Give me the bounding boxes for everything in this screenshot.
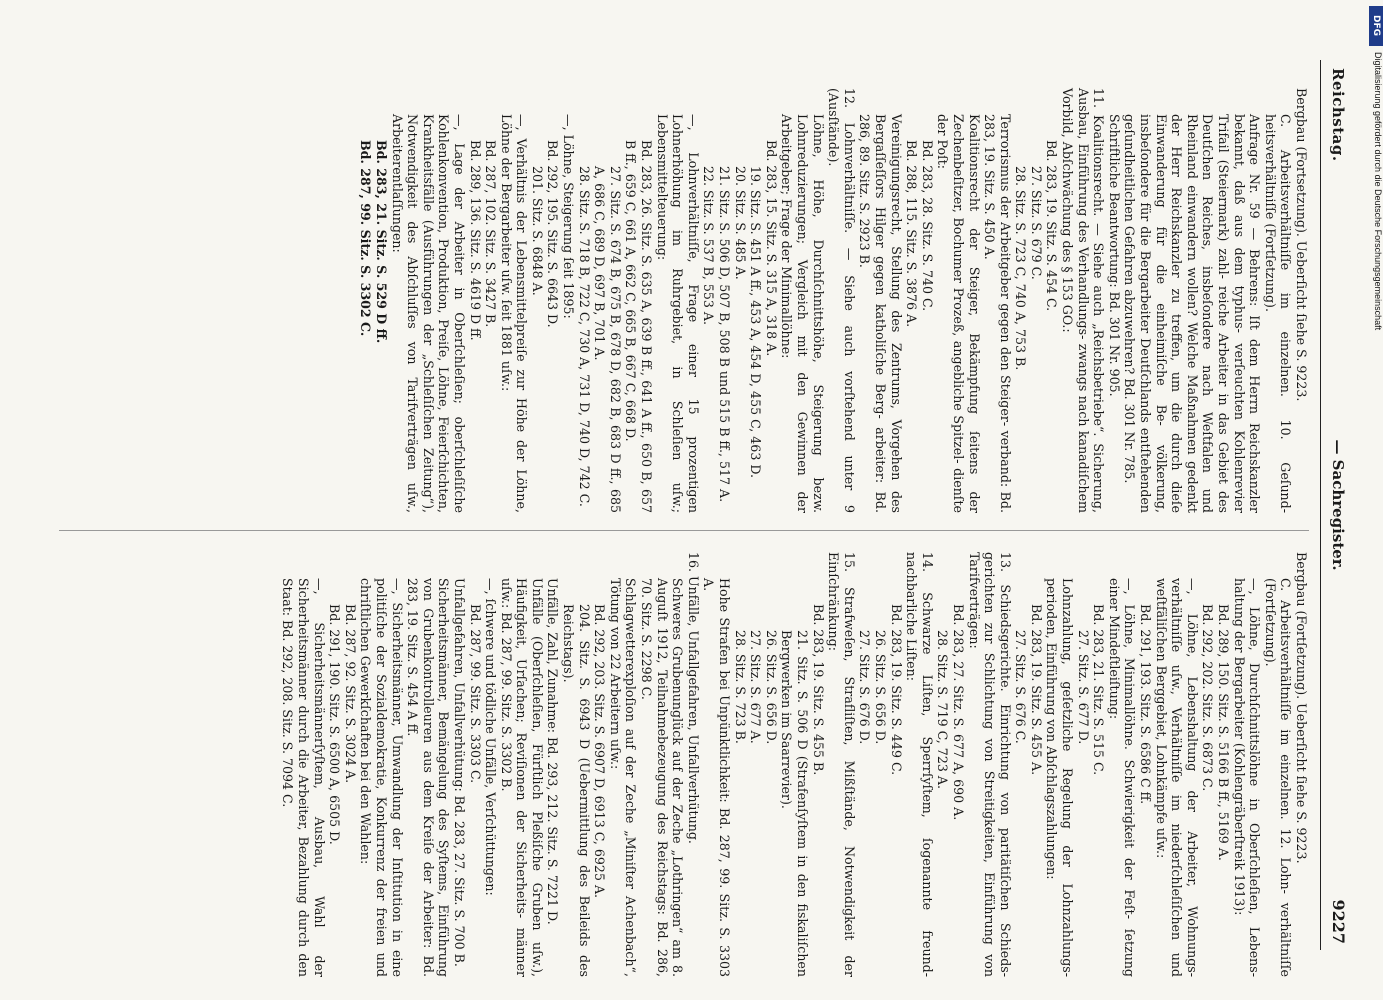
citation: 27. Sitz. S. 677 D. [1075,630,1091,745]
citation: Bd. 291, 190. Sitz. S. 6500 A, 6505 D. [327,604,343,845]
entry-text: Löhne, Höhe, Durchſchnittshöhe, Steigerung bezw. Lohnreduzierungen; Vergleich mit den Gewinnen der Arbeitgeber; Frage der Minimallöhne: [779,114,826,513]
section-title: Bergbau (Fortſetzung). Ueberſicht ſiehe S. 9223. [1294,552,1309,864]
citation: Bd. 283, 26. Sitz. S. 635 A, 639 B ff., 641 A ff., 650 B, 657 B ff., 659 C, 661 A, 662 C, 665 B, 667 C, 668 D. [623,140,655,513]
citation: Bd. 287, 99. Sitz. S. 3303 C. [467,604,483,784]
entry-text: Koalitionsrecht der Steiger, Bekämpfung ſeitens der Zechenbeſitzer, Bochumer Prozeß, angebliche Spitzel- dienſte der Poſt: [935,114,982,513]
citation: Bd. 283, 21. Sitz. S. 529 D ff. [373,140,389,344]
entry-text: Unfallgefahren, Unfallverhütung: Bd. 283, 27. Sitz. S. 700 B. [451,578,467,967]
citation: Bd. 283, 19. Sitz. S. 449 C. [888,604,904,776]
citation: 27. Sitz. S. 677 A. [748,630,764,744]
citation: 28. Sitz. S. 723 B. [732,630,748,744]
citation: 28. Sitz. S. 723 C, 740 A, 753 B. [1013,166,1029,371]
entry-text: Schlagwetterexploſion auf der Zeche „Miniſter Achenbach“, Tötung von 22 Arbeitern uſw.: [607,578,639,977]
entry-text: Unfälle (Oberſchleſien, Fürſtlich Pleßiſche Gruben uſw.), Häufigkeit, Urſachen; Reviſionen der Sicherheits- männer uſw.: Bd. 287, 99. Sitz. S. 3302 B. [498,578,545,977]
entry-text: —, Sicherheitsmännerſyſtem, Ausbau, Wahl der Sicherheitsmänner durch die Arbeiter, Bezahlung durch den Staat: Bd. 292, 208. Sitz. S. 7094 C. [280,578,327,977]
entry-text: Unfälle, Zahl, Zunahme: Bd. 293, 212. Sitz. S. 7221 D. [545,578,561,925]
entry-text: —, Sicherheitsmänner, Umwandlung der Inſtitution in eine politiſche der Sozialdemokratie, Konkurrenz der freien und chriſtlichen Gewerkſchaften bei den Wahlen: [358,578,405,977]
entry-heading: 15. Strafweſen, Strafliſten, Mißſtände, Notwendigkeit der Einſchränkung: [826,552,857,977]
entry-text: —, Lohnverhältniſſe, Frage einer 15 prozentigen Lohnerhöhung im Ruhrgebiet, in Schleſien uſw.; Lebensmittelteuerung: [654,114,701,513]
citation: 21. Sitz. S. 506 D (Strafenſyſtem in den fiskaliſchen Bergwerken im Saarrevier). [779,630,810,977]
entry-heading: 11. Koalitionsrecht. — Siehe auch „Reichsbetriebe“. Sicherung, Ausbau, Einführung des Verhandlungs- zwangs nach kanadiſchem Vorbild, Abſchwächung des § 153 GO.: [1060,88,1107,513]
entry-text: Vereinigungsrecht, Stellung des Zentrums, Vorgehen des Bergaſſeſſors Hilger gegen katholiſche Berg- arbeiter: Bd. 286, 89. Sitz. S. 2923 B. [857,114,904,513]
citation: Bd. 283, 19. Sitz. S. 455 A. [1028,604,1044,776]
section-title: Bergbau (Fortsetzung). Ueberſicht ſiehe S. 9223. [1294,88,1309,402]
entry-text: Anfrage Nr. 59 — Behrens: Iſt dem Herrn Reichskanzler bekannt, daß aus dem typhus- verſeuchten Kohlenrevier Trifail (Steiermark) zahl- reiche Arbeiter in das Gebiet des Deutſchen Reiches, insbeſondere nach Weſtfalen und Rheinland einwandern wollen? Welche Maßnahmen gedenkt der Herr Reichskanzler zu treffen, um die durch dieſe Einwanderung für die einheimiſche Be- völkerung, insbeſondere für die Bergarbeiter Deutſchlands entſtehenden geſundheitlichen Gefahren abzuwehren? Bd. 301 Nr. 785. [1122,114,1263,513]
column-divider [59,530,1309,531]
citation: 22. Sitz. S. 537 B, 553 A. [701,166,717,326]
header-section: — Sachregister. [1329,439,1347,571]
citation: 28. Sitz. S. 719 C, 723 A. [935,630,951,789]
entry-text: Terrorismus der Arbeitgeber gegen den Steiger- verband: Bd. 283, 19. Sitz. S. 450 A. [982,114,1013,513]
entry-text: Sicherheitsmänner, Bemängelung des Syſtems, Einführung von Grubenkontrolleuren aus dem Kreiſe der Arbeiter: Bd. 283, 19. Sitz. S. 454 A ff. [405,578,452,977]
citation: 26. Sitz. S. 656 D. [763,630,779,745]
citation: Bd. 292, 195. Sitz. S. 6643 D. [545,140,561,328]
citation: Bd. 287, 99. Sitz. S. 3302 C. [358,140,374,337]
entry-text: Schweres Grubenunglück auf der Zeche „Lothringen“ am 8. Auguſt 1912, Teilnahmebezeugung des Reichstags: Bd. 286, 70. Sitz. S. 2298 C. [639,578,686,977]
entry-text: —, Lage der Arbeiter in Oberſchleſien; oberſchleſiſche Kohlenkonvention, Produktion, Preiſe, Löhne, Feierſchichten, Krankheitsfälle (Ausführungen der „Schleſiſchen Zeitung“), Notwendigkeit des Abſchluſſes von Tarifverträgen uſw., Arbeiterentlaſſungen: [389,114,467,513]
citation: Bd. 291, 193. Sitz. S. 6586 C ff. [1138,604,1154,805]
citation: 28. Sitz. S. 718 B, 722 C, 730 A, 731 D, 740 D, 742 C. [576,166,592,507]
citation: 21. Sitz. S. 506 D, 507 B, 508 B und 515 B ff., 517 A. [717,166,733,503]
citation: 27. Sitz. S. 674 B, 675 B, 678 D, 682 B, 683 D ff., 685 A, 686 C, 689 D, 697 B, 701 A. [592,166,623,513]
citation: Bd. 283, 28. Sitz. S. 740 C. [919,140,935,312]
citation: Bd. 283, 27. Sitz. S. 677 A, 690 A. [950,604,966,821]
citation: 27. Sitz. S. 676 D. [857,630,873,745]
citation: Bd. 287, 92. Sitz. S. 3024 A. [342,604,358,784]
citation: 201. Sitz. S. 6848 A. [529,166,545,296]
citation: Bd. 289, 150. Sitz. S. 5166 B ff., 5169 A. [1216,604,1232,861]
citation: Bd. 283, 15. Sitz. S. 315 A, 318 A. [763,140,779,357]
entry-heading: 14. Schwarze Liſten, Sperrſyſtem, ſogenannte freund- nachbarliche Liſten: [904,552,935,977]
citation: 19. Sitz. S. 451 A ff., 453 A, 454 D, 455 C, 463 D. [748,166,764,478]
entry-text: —, Löhne, Durchſchnittslöhne in Oberſchleſien, Lebens- haltung der Bergarbeiter (Kohlengräberſtreik 1913): [1231,578,1263,977]
entry-heading: 12. Lohnverhältniſſe. — Siehe auch vorſtehend unter 9 (Ausſtände). [826,88,857,513]
left-column [358,88,1309,513]
citation: 204. Sitz. S. 6943 D (Uebermittlung des Beileids des Reichstags). [561,604,592,977]
citation: 27. Sitz. S. 679 C. [1028,166,1044,280]
header-title: Reichstag. [1329,68,1347,162]
citation: Bd. 292, 203. Sitz. S. 6907 D, 6913 C, 6925 A. [592,604,608,899]
citation: Bd. 287, 102. Sitz. S. 3427 B. [483,140,499,328]
entry-text: —, Löhne, Lebenshaltung der Arbeiter, Wohnungs- verhältniſſe uſw., Verhältniſſe im niederſchleſiſchen und weſtfäliſchen Berggebiet, Lohnkämpfe uſw.: [1153,578,1200,977]
citation: Bd. 283, 21. Sitz. S. 515 C. [1091,604,1107,776]
citation: Bd. 283, 19. Sitz. S. 455 B. [810,604,826,776]
digitization-sidebar [1367,0,1383,1000]
entry-text: Hohe Strafen bei Unpünktlichkeit: Bd. 287, 99. Sitz. S. 3303 A. [701,578,733,977]
subsection-title: C. Arbeitsverhältniſſe im einzelnen. 10. Geſund- heitsverhältniſſe (Fortſetzung). [1262,114,1294,513]
entry-text: Schriftliche Beantwortung: Bd. 301 Nr. 905. [1106,114,1122,397]
entry-heading: 16. Unfälle, Unfallgefahren, Unfallverhütung. [685,552,701,844]
citation: 26. Sitz. S. 656 D. [872,630,888,745]
dfg-logo: DFG [1369,6,1383,46]
entry-text: —, ſchwere und tödliche Unfälle, Verſchüttungen: [483,578,499,896]
page-number: 9227 [1329,899,1348,944]
citation: Bd. 289, 136. Sitz. S. 4619 D ff. [467,140,483,341]
citation: Bd. 283, 19. Sitz. S. 454 C. [1044,140,1060,312]
entry-heading: 13. Schiedsgerichte. Einrichtung von paritätiſchen Schieds- gerichten zur Schlichtung von Streitigkeiten, Einführung von Tarifverträgen: [966,552,1013,977]
citation: 27. Sitz. S. 676 C. [1013,630,1029,744]
citation: Bd. 292, 202. Sitz. S. 6873 C. [1200,604,1216,792]
entry-text: Lohnzahlung, geſetzliche Regelung der Lohnzahlungs- perioden, Einführung von Abſchlagszahlungen: [1044,578,1076,977]
entry-text: —, Löhne, Minimallöhne. Schwierigkeit der Feſt- ſetzung einer Mindeſtleiſtung: [1106,578,1138,977]
citation: 20. Sitz. S. 485 A. [732,166,748,280]
citation: Bd. 288, 115. Sitz. S. 3876 A. [904,140,920,328]
digitization-note: Digitalisierung gefördert durch die Deutsche Forschungsgemeinschaft [1373,52,1383,331]
page-header [1320,60,1361,950]
entry-text: —, Löhne, Steigerung ſeit 1895: [561,114,577,319]
subsection-title: C. Arbeitsverhältniſſe im einzelnen. 12. Lohn- verhältniſſe (Fortſetzung). [1262,578,1294,977]
right-column [280,552,1309,977]
entry-text: —, Verhältnis der Lebensmittelpreiſe zur Höhe der Löhne, Löhne der Bergarbeiter uſw. ſeit 1881 uſw.: [498,114,530,513]
